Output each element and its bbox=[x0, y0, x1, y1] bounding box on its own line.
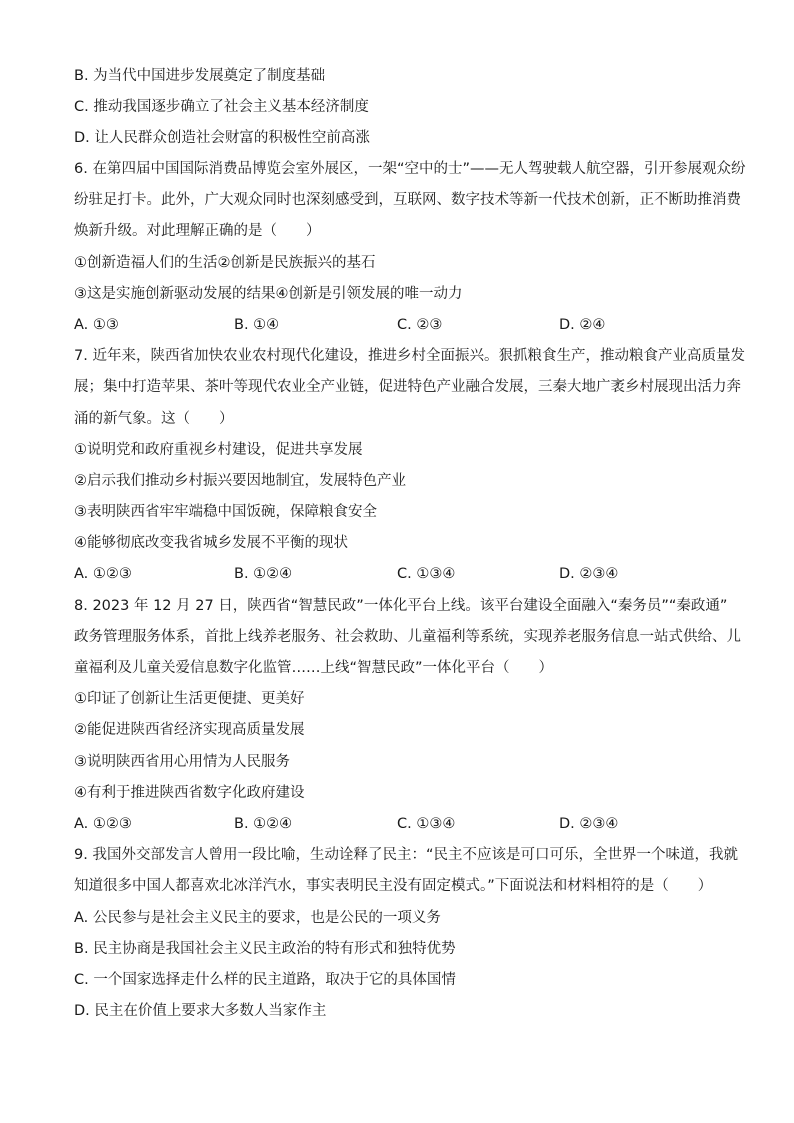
q6-option-a: A. ①③ bbox=[74, 317, 119, 333]
q8-stem-line: 政务管理服务体系，首批上线养老服务、社会救助、儿童福利等系统，实现养老服务信息一站式供给、儿 bbox=[74, 629, 741, 645]
q7-statement: ④能够彻底改变我省城乡发展不平衡的现状 bbox=[74, 535, 348, 551]
q6-options bbox=[74, 315, 734, 335]
q8-statement: ②能促进陕西省经济实现高质量发展 bbox=[74, 722, 305, 738]
q8-statement: ③说明陕西省用心用情为人民服务 bbox=[74, 754, 290, 770]
q8-statement: ④有利于推进陕西省数字化政府建设 bbox=[74, 785, 305, 801]
q7-statement: ③表明陕西省牢牢端稳中国饭碗，保障粮食安全 bbox=[74, 504, 377, 520]
q6-stem-line: 纷驻足打卡。此外，广大观众同时也深刻感受到，互联网、数字技术等新一代技术创新，正不断助推消费 bbox=[74, 192, 741, 208]
q7-stem-line: 展；集中打造苹果、茶叶等现代农业全产业链，促进特色产业融合发展，三秦大地广袤乡村展现出活力奔 bbox=[74, 379, 741, 395]
q8-option-c: C. ①③④ bbox=[397, 816, 456, 832]
q7-stem-line: 涌的新气象。这（ ） bbox=[74, 411, 234, 427]
q8-statement: ①印证了创新让生活更便捷、更美好 bbox=[74, 691, 305, 707]
q6-option-c: C. ②③ bbox=[397, 317, 443, 333]
q8-option-a: A. ①②③ bbox=[74, 816, 132, 832]
q5-option-d: D. 让人民群众创造社会财富的积极性空前高涨 bbox=[74, 130, 370, 146]
q9-choice-c: C. 一个国家选择走什么样的民主道路，取决于它的具体国情 bbox=[74, 972, 456, 988]
q7-options bbox=[74, 564, 734, 584]
q8-stem-line: 8. 2023 年 12 月 27 日，陕西省“智慧民政”一体化平台上线。该平台建设全面融入“秦务员”“秦政通” bbox=[74, 598, 728, 614]
q9-choice-b: B. 民主协商是我国社会主义民主政治的特有形式和独特优势 bbox=[74, 941, 456, 957]
q9-stem-line: 9. 我国外交部发言人曾用一段比喻，生动诠释了民主：“民主不应该是可口可乐，全世界一个味道，我就 bbox=[74, 847, 738, 863]
q6-option-d: D. ②④ bbox=[559, 317, 606, 333]
q6-statement: ③这是实施创新驱动发展的结果④创新是引领发展的唯一动力 bbox=[74, 286, 463, 302]
q8-option-b: B. ①②④ bbox=[234, 816, 293, 832]
q6-stem-line: 焕新升级。对此理解正确的是（ ） bbox=[74, 223, 321, 239]
q8-options bbox=[74, 814, 734, 834]
q7-option-b: B. ①②④ bbox=[234, 566, 293, 582]
q9-choice-d: D. 民主在价值上要求大多数人当家作主 bbox=[74, 1003, 327, 1019]
q9-stem-line: 知道很多中国人都喜欢北冰洋汽水，事实表明民主没有固定模式。”下面说法和材料相符的是（ ） bbox=[74, 878, 713, 894]
q5-option-c: C. 推动我国逐步确立了社会主义基本经济制度 bbox=[74, 99, 369, 115]
q7-option-d: D. ②③④ bbox=[559, 566, 619, 582]
q6-statement: ①创新造福人们的生活②创新是民族振兴的基石 bbox=[74, 255, 376, 271]
q8-option-d: D. ②③④ bbox=[559, 816, 619, 832]
q7-option-c: C. ①③④ bbox=[397, 566, 456, 582]
q8-stem-line: 童福利及儿童关爱信息数字化监管……上线“智慧民政”一体化平台（ ） bbox=[74, 660, 554, 676]
q6-stem-line: 6. 在第四届中国国际消费品博览会室外展区，一架“空中的士”——无人驾驶载人航空器，引开参展观众纷 bbox=[74, 161, 746, 177]
q9-choice-a: A. 公民参与是社会主义民主的要求，也是公民的一项义务 bbox=[74, 910, 441, 926]
q5-option-b: B. 为当代中国进步发展奠定了制度基础 bbox=[74, 68, 326, 84]
q7-statement: ②启示我们推动乡村振兴要因地制宜，发展特色产业 bbox=[74, 473, 406, 489]
q6-option-b: B. ①④ bbox=[234, 317, 280, 333]
q7-option-a: A. ①②③ bbox=[74, 566, 132, 582]
q7-statement: ①说明党和政府重视乡村建设，促进共享发展 bbox=[74, 442, 363, 458]
q7-stem-line: 7. 近年来，陕西省加快农业农村现代化建设，推进乡村全面振兴。狠抓粮食生产，推动粮食产业高质量发 bbox=[74, 348, 745, 364]
